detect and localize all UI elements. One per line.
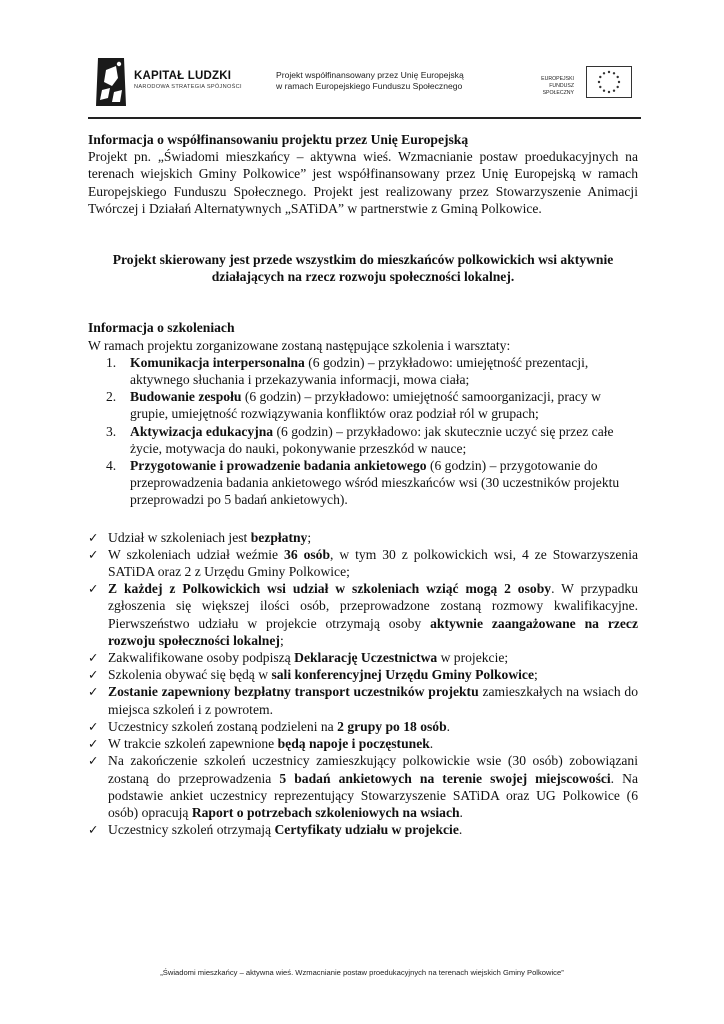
condition-emphasis: Certyfikaty udziału w projekcie (274, 822, 459, 838)
condition-item (88, 821, 638, 838)
training-item (106, 354, 638, 388)
kapital-ludzki-logo-icon (94, 56, 128, 108)
condition-item (88, 735, 638, 752)
condition-text: . Na podstawie ankiet uczestnicy reprezentujący Stowarzyszenie SATiDA oraz UG Polkowice (6 osób) opracują (108, 770, 638, 820)
check-icon: ✓ (88, 736, 99, 752)
condition-emphasis: 36 osób (284, 546, 331, 562)
cofinance-line-2: w ramach Europejskiego Funduszu Społecznego (276, 81, 463, 91)
training-description: (6 godzin) – przykładowo: umiejętność prezentacji, aktywnego słuchania i przekazywania informacji, mowa ciała; (130, 354, 589, 388)
condition-text: Uczestnicy szkoleń otrzymają (108, 822, 275, 838)
training-title: Budowanie zespołu (130, 389, 242, 405)
check-icon: ✓ (88, 753, 99, 769)
condition-item (88, 718, 638, 735)
training-title: Komunikacja interpersonalna (130, 354, 305, 370)
condition-emphasis: sali konferencyjnej Urzędu Gminy Polkowice (271, 667, 534, 683)
check-icon: ✓ (88, 581, 99, 597)
condition-emphasis: Raport o potrzebach szkoleniowych na wsiach (191, 804, 460, 820)
condition-emphasis: 5 badań ankietowych na terenie swojej miejscowości (279, 770, 611, 786)
training-number: 1. (106, 354, 117, 370)
check-icon: ✓ (88, 650, 99, 666)
condition-text: . (458, 822, 463, 838)
target-statement (88, 251, 638, 285)
conditions-list (88, 529, 638, 839)
condition-text: Na zakończenie szkoleń uczestnicy zamieszkujący polkowickie wsie (30 osób) zobowiązani zostaną do przeprowadzenia (108, 753, 638, 786)
check-icon: ✓ (88, 684, 99, 700)
training-description: (6 godzin) – przykładowo: umiejętność samoorganizacji, pracy w grupie, umiejętność rozwiązywania konfliktów oraz podział ról w grupach; (130, 389, 601, 422)
condition-emphasis: Zostanie zapewniony bezpłatny transport uczestników projektu (108, 684, 479, 700)
condition-item (88, 546, 638, 580)
check-icon: ✓ (88, 529, 99, 545)
condition-text: . (446, 718, 451, 734)
condition-text: Szkolenia obywać się będą w (108, 667, 272, 683)
training-item (106, 388, 638, 422)
check-icon: ✓ (88, 546, 99, 562)
condition-text: W trakcie szkoleń zapewnione (108, 736, 278, 752)
condition-emphasis: aktywnie zaangażowane na rzecz rozwoju społeczności lokalnej (108, 615, 638, 648)
page-header (88, 48, 640, 112)
training-number: 2. (106, 389, 117, 405)
training-number: 4. (106, 458, 117, 474)
training-number: 3. (106, 423, 117, 439)
training-description: (6 godzin) – przykładowo: jak skutecznie uczyć się przez całe życie, motywacja do nauki, pokonywanie przeszkód w nauce; (130, 423, 614, 456)
condition-text: . W przypadku zgłoszenia się większej ilości osób, przeprowadzone zostaną rozmowy kwalifikacyjne. Pierwszeństwo udziału w projekcie otrzymają osoby (108, 581, 638, 631)
check-icon: ✓ (88, 822, 99, 838)
trainings-heading: Informacja o szkoleniach (88, 320, 235, 336)
condition-item (88, 580, 638, 649)
trainings-intro: W ramach projektu zorganizowane zostaną następujące szkolenia i warsztaty: (88, 337, 511, 353)
check-icon: ✓ (88, 718, 99, 734)
condition-emphasis: 2 grupy po 18 osób (337, 718, 447, 734)
cofinancing-heading: Informacja o współfinansowaniu projektu przez Unię Europejską (88, 132, 469, 147)
condition-text: Zakwalifikowane osoby podpiszą (108, 650, 295, 666)
fund-line-1: EUROPEJSKI (541, 76, 574, 82)
condition-text: ; (279, 632, 284, 648)
cofinance-note (276, 70, 464, 92)
fund-line-2: FUNDUSZ SPOŁECZNY (542, 83, 574, 96)
condition-item (88, 529, 638, 546)
training-description: (6 godzin) – przygotowanie do przeprowadzenia badania ankietowego wśród mieszkańców wsi (30 uczestników projektu przeprowadzi po 5 badań ankietowych). (130, 458, 620, 508)
condition-emphasis: Z każdej z Polkowickich wsi udział w szkoleniach wziąć mogą 2 osoby (108, 581, 552, 597)
condition-text: w projekcie; (437, 650, 509, 666)
training-title: Przygotowanie i prowadzenie badania ankietowego (130, 458, 427, 474)
header-divider (88, 117, 641, 119)
condition-item (88, 666, 638, 683)
condition-text: . (429, 736, 434, 752)
eu-flag-icon (586, 66, 632, 98)
condition-text: Udział w szkoleniach jest (108, 529, 251, 545)
document-body (88, 131, 638, 838)
target-line-1: Projekt skierowany jest przede wszystkim do mieszkańców polkowickich wsi aktywnie (112, 252, 614, 268)
condition-text: ; (307, 529, 312, 545)
training-list (106, 354, 638, 509)
condition-item (88, 649, 638, 666)
training-item (106, 423, 638, 457)
training-title: Aktywizacja edukacyjna (130, 423, 274, 439)
condition-text: Uczestnicy szkoleń zostaną podzieleni na (108, 718, 338, 734)
target-line-2: działających na rzecz rozwoju społeczności lokalnej. (211, 269, 515, 285)
condition-emphasis: będą napoje i poczęstunek (277, 736, 430, 752)
condition-text: ; (534, 667, 538, 683)
logo-title: KAPITAŁ LUDZKI (134, 70, 232, 82)
page-footer: „Świadomi mieszkańcy – aktywna wieś. Wzmacnianie postaw proedukacyjnych na terenach wiejskich Gminy Polkowice” (160, 968, 564, 977)
fund-label (520, 76, 574, 97)
condition-text: zamieszkałych na wsiach do miejsca szkoleń i z powrotem. (108, 684, 639, 717)
cofinance-line-1: Projekt współfinansowany przez Unię Europejską (276, 70, 464, 80)
condition-text: , w tym 30 z polkowickich wsi, 4 ze Stowarzyszenia SATiDA oraz 2 z Urzędu Gminy Polkowice; (108, 546, 639, 580)
logo-subtitle: NARODOWA STRATEGIA SPÓJNOŚCI (134, 84, 242, 90)
condition-item (88, 683, 638, 717)
condition-item (88, 752, 638, 821)
condition-emphasis: Deklarację Uczestnictwa (294, 650, 438, 666)
condition-text: W szkoleniach udział weźmie (108, 546, 285, 562)
cofinancing-paragraph: Projekt pn. „Świadomi mieszkańcy – aktywna wieś. Wzmacnianie postaw proedukacyjnych na terenach wiejskich Gminy Polkowice” jest współfinansowany przez Unię Europejską w ramach Europejskiego Funduszu Społecznego. Projekt jest realizowany przez Stowarzyszenie Animacji Twórczej i Działań Alternatywnych „SATiDA” w partnerstwie z Gminą Polkowice. (88, 149, 638, 216)
condition-emphasis: bezpłatny (250, 529, 308, 545)
kapital-ludzki-wordmark (134, 70, 242, 91)
training-item (106, 457, 638, 509)
check-icon: ✓ (88, 667, 99, 683)
condition-text: . (459, 804, 463, 820)
